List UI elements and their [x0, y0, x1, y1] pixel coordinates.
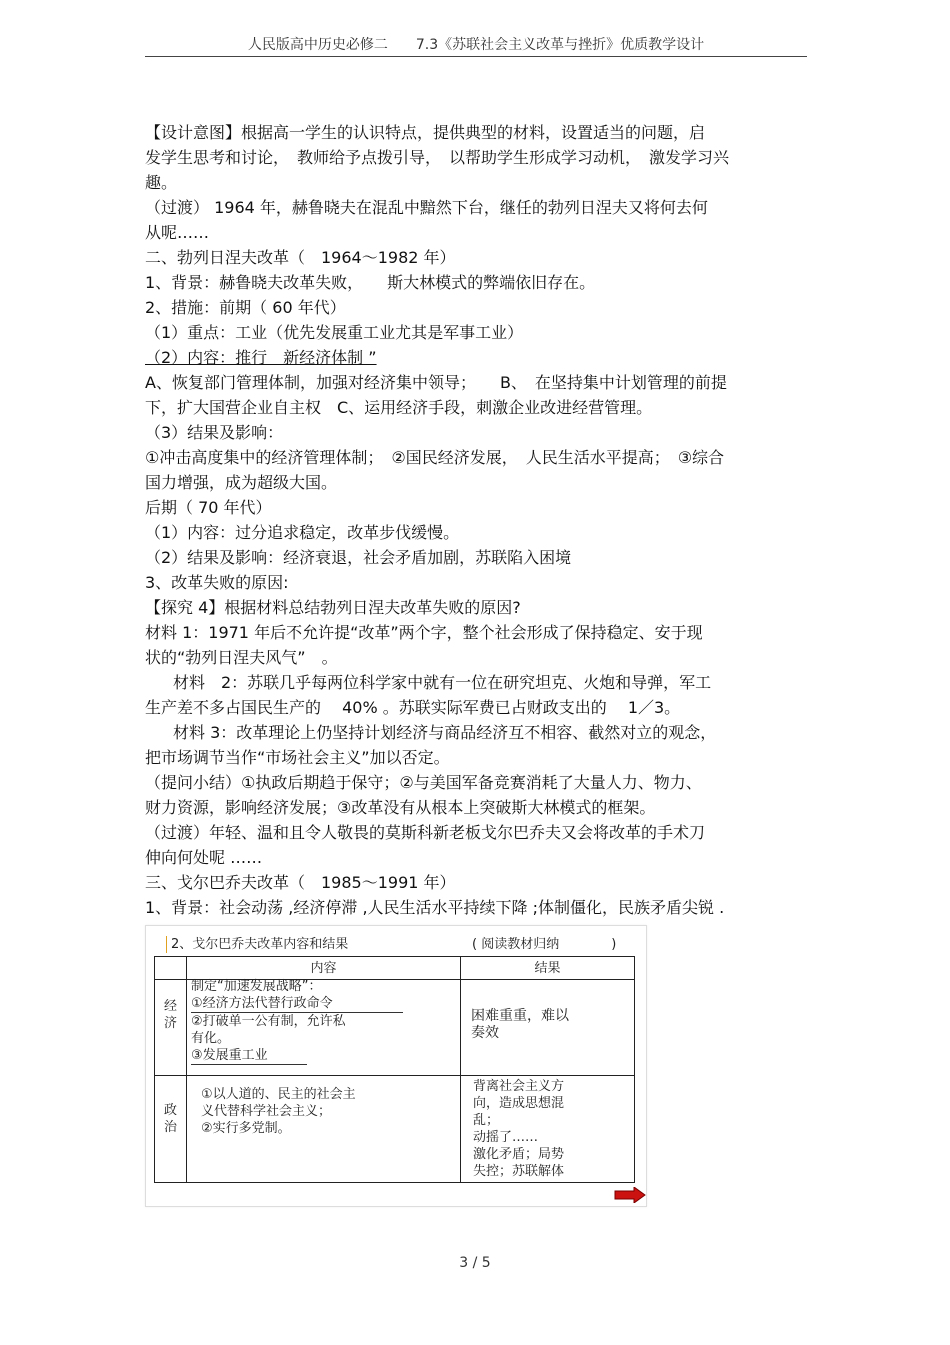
content-line: 义代替科学社会主义；: [201, 1104, 332, 1119]
material-1-line-1: 材料 1：1971 年后不允许提“改革”两个字，整个社会形成了保持稳定、安于现: [145, 623, 703, 642]
brezhnev-content-a: A、恢复部门管理体制，加强对经济集中领导； B、 在坚持集中计划管理的前提: [145, 373, 727, 392]
table-title: 2、戈尔巴乔夫改革内容和结果: [166, 936, 621, 953]
brezhnev-measures: 2、措施：前期（ 60 年代）: [145, 298, 346, 317]
transition-line-1: （过渡） 1964 年，赫鲁晓夫在混乱中黯然下台，继任的勃列日涅夫又将何去何: [145, 198, 708, 217]
table-header-result: 结果: [461, 957, 635, 980]
table-row-economy: [155, 980, 635, 1076]
brezhnev-background: 1、背景：赫鲁晓夫改革失败， 斯大林模式的弊端依旧存在。: [145, 273, 596, 292]
material-2-line-1: 材料 2：苏联几乎每两位科学家中就有一位在研究坦克、火炮和导弹，军工: [173, 673, 712, 692]
page-header: 人民版高中历史必修二 7.3《苏联社会主义改革与挫折》优质教学设计: [247, 37, 705, 53]
content-line: 制定“加速发展战略”：: [191, 979, 322, 994]
brezhnev-results-1: ①冲击高度集中的经济管理体制； ②国民经济发展， 人民生活水平提高； ③综合: [145, 448, 725, 467]
brezhnev-focus: （1）重点：工业（优先发展重工业尤其是军事工业）: [145, 323, 524, 342]
inquiry-4: 【探究 4】根据材料总结勃列日涅夫改革失败的原因?: [145, 598, 521, 617]
result-line: 激化矛盾；局势: [473, 1147, 565, 1162]
header-divider: [145, 56, 807, 57]
brezhnev-content-b: 下，扩大国营企业自主权 C、运用经济手段，刺激企业改进经营管理。: [145, 398, 653, 417]
failure-reasons-heading: 3、改革失败的原因:: [145, 573, 289, 592]
result-line: 困难重重，难以: [471, 1008, 569, 1024]
politics-result-cell: [461, 1076, 635, 1183]
result-line: 乱；: [473, 1113, 500, 1128]
row-label-char: 政: [163, 1103, 177, 1118]
row-label-char: 济: [163, 1016, 177, 1031]
design-intent-line-3: 趣。: [145, 173, 178, 192]
design-intent-line-1: 【设计意图】根据高一学生的认识特点，提供典型的材料，设置适当的问题，启: [145, 123, 706, 142]
result-line: 动摇了……: [473, 1130, 539, 1145]
summary-line-2: 财力资源，影响经济发展；③改革没有从根本上突破斯大林模式的框架。: [145, 798, 656, 817]
content-line: ②打破单一公有制，允许私: [191, 1014, 346, 1029]
material-3-line-2: 把市场调节当作“市场社会主义”加以否定。: [145, 748, 450, 767]
section-heading-gorbachev: 三、戈尔巴乔夫改革（ 1985～1991 年）: [145, 873, 456, 892]
gorbachev-table-slide: [145, 925, 647, 1207]
content-line: 有化。: [191, 1031, 231, 1046]
content-line: ①以人道的、民主的社会主: [201, 1087, 356, 1102]
page-number: 3 / 5: [459, 1255, 491, 1271]
economy-result-cell: [461, 980, 635, 1076]
content-line: ①经济方法代替行政命令: [191, 995, 456, 1013]
material-1-line-2: 状的“勃列日涅夫风气” 。: [145, 648, 338, 667]
row-label-char: 治: [163, 1120, 177, 1135]
gorbachev-reform-table: [154, 956, 635, 1183]
content-line: ③发展重工业: [191, 1047, 456, 1065]
brezhnev-late-results: （2）结果及影响：经济衰退，社会矛盾加剧，苏联陷入困境: [145, 548, 572, 567]
economy-content-cell: [187, 980, 461, 1076]
table-note: ( 阅读教材归纳 ): [472, 937, 617, 952]
result-line: 失控；苏联解体: [473, 1164, 565, 1179]
content-line: ②实行多党制。: [201, 1121, 291, 1136]
brezhnev-results-heading: （3）结果及影响：: [145, 423, 284, 442]
document-body: [145, 120, 810, 920]
result-line: 背离社会主义方: [473, 1079, 565, 1094]
design-intent-line-2: 发学生思考和讨论， 教师给予点拨引导， 以帮助学生形成学习动机， 激发学习兴: [145, 148, 730, 167]
table-corner-cell: [155, 957, 187, 980]
gorbachev-background: 1、背景：社会动荡 ,经济停滞 ,人民生活水平持续下降 ;体制僵化，民族矛盾尖锐 .: [145, 898, 725, 917]
row-label-char: 经: [163, 999, 177, 1014]
table-row-politics: [155, 1076, 635, 1183]
section-heading-brezhnev: 二、勃列日涅夫改革（ 1964～1982 年）: [145, 248, 456, 267]
transition-line-2: 从呢……: [145, 223, 210, 242]
row-label-politics: [155, 1076, 187, 1183]
result-line: 向，造成思想混: [473, 1096, 565, 1111]
brezhnev-results-2: 国力增强，成为超级大国。: [145, 473, 338, 492]
material-3-line-1: 材料 3：改革理论上仍坚持计划经济与商品经济互不相容、截然对立的观念，: [173, 723, 717, 742]
material-2-line-2: 生产差不多占国民生产的 40% 。苏联实际军费已占财政支出的 1／3。: [145, 698, 681, 717]
result-line: 奏效: [471, 1025, 499, 1041]
table-header-content: 内容: [187, 957, 461, 980]
row-label-economy: [155, 980, 187, 1076]
summary-line-1: （提问小结）①执政后期趋于保守；②与美国军备竞赛消耗了大量人力、物力、: [145, 773, 702, 792]
table-header-row: [155, 957, 635, 980]
politics-content-cell: [187, 1076, 461, 1183]
brezhnev-late-period: 后期（ 70 年代）: [145, 498, 272, 517]
brezhnev-content: （2）内容：推行 新经济体制 ”: [145, 348, 377, 367]
transition-2-line-1: （过渡）年轻、温和且令人敬畏的莫斯科新老板戈尔巴乔夫又会将改革的手术刀: [145, 823, 706, 842]
brezhnev-late-content: （1）内容：过分追求稳定，改革步伐缓慢。: [145, 523, 460, 542]
transition-2-line-2: 伸向何处呢 ……: [145, 848, 263, 867]
arrow-right-icon[interactable]: [614, 1187, 646, 1203]
